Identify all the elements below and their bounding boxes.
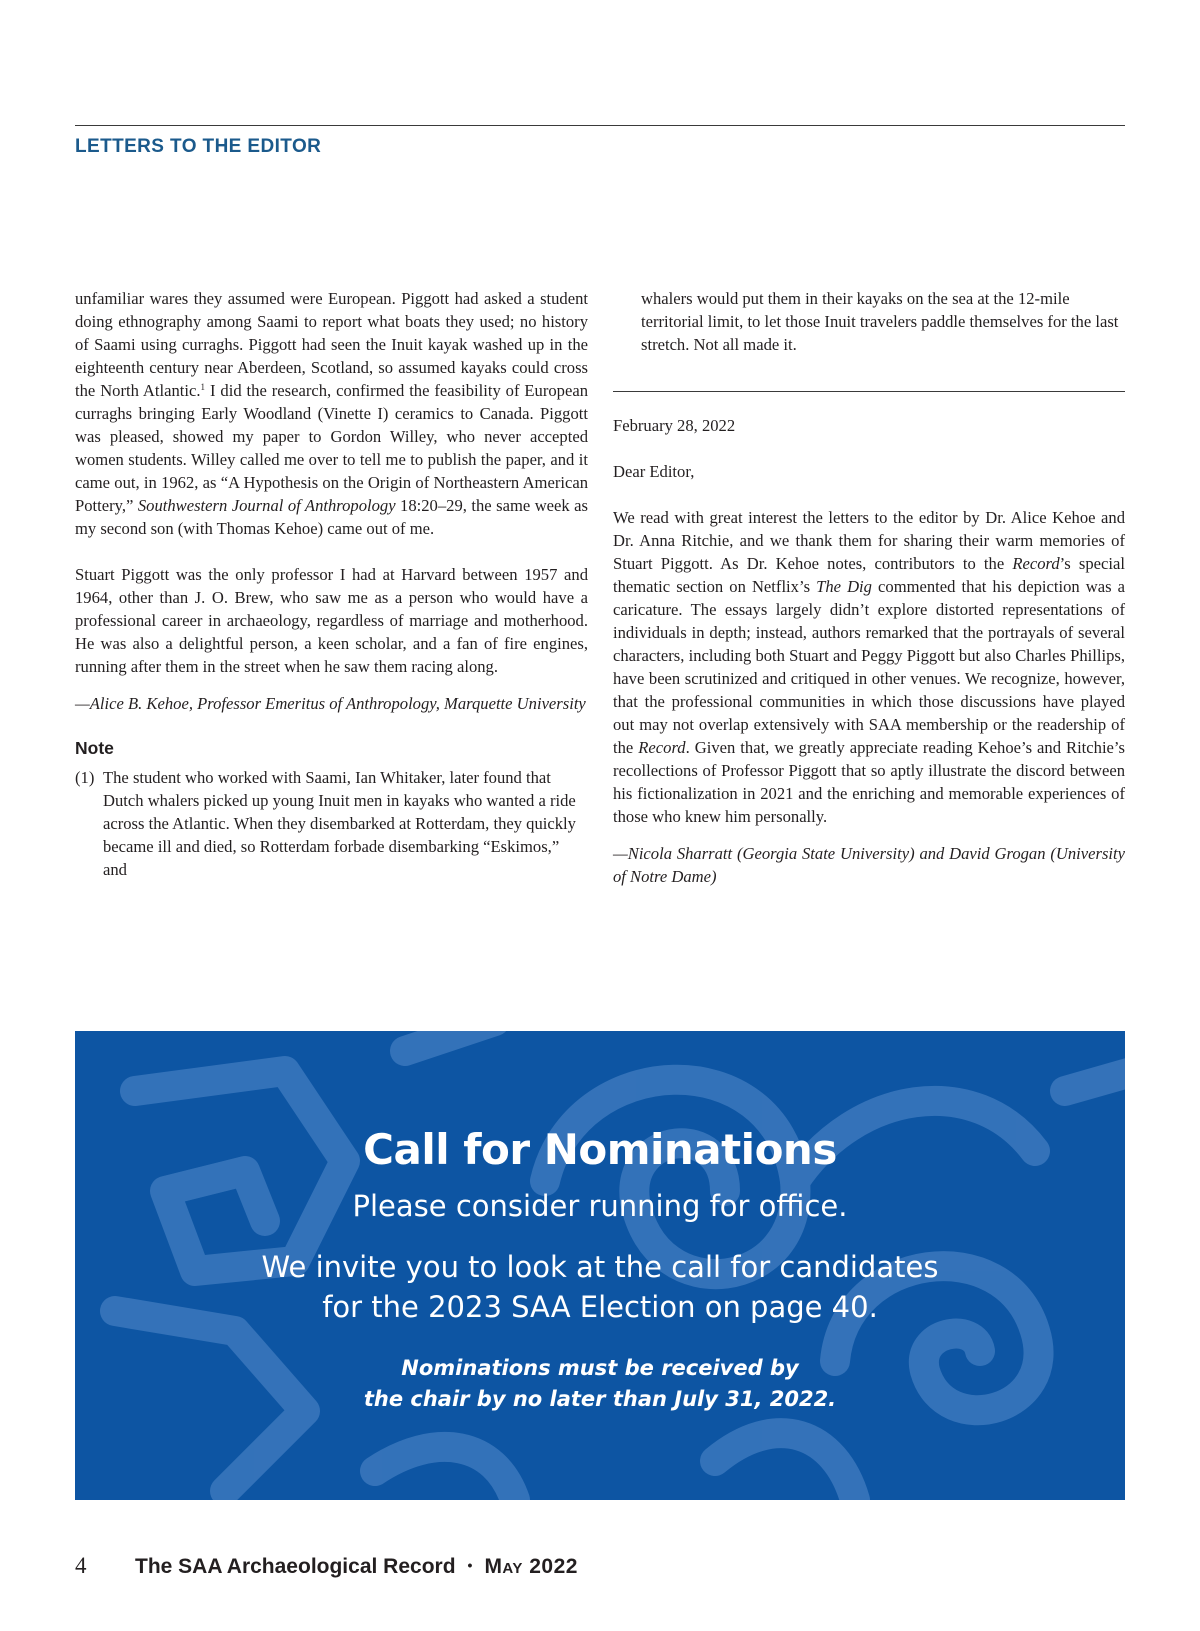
footnote-item	[75, 766, 588, 881]
footnote-number: (1)	[75, 768, 95, 787]
note-heading: Note	[75, 738, 114, 758]
header-rule	[75, 125, 1125, 126]
sharratt-letter-body: We read with great interest the letters to the editor by Dr. Alice Kehoe and Dr. Anna Ritchie, and we thank them for sharing their warm memories of Stuart Piggott. As Dr. Kehoe notes, contributors to the Record’s special thematic section on Netflix’s The Dig commented that his depiction was a caricature. The essays largely didn’t explore distorted representations of individuals in depth; instead, authors remarked that the portrayals of several characters, including both Stuart and Peggy Piggott but also Charles Phillips, have been scrutinized and critiqued in other venues. We recognize, however, that the professional communities in which those discussions have played out may not overlap extensively with SAA membership or the readership of the Record. Given that, we greatly appreciate reading Kehoe’s and Ritchie’s recollections of Professor Piggott that so aptly illustrate the discord between his fictionalization in 2021 and the enriching and memorable experiences of those who knew him personally.	[613, 508, 1126, 826]
left-column	[75, 287, 588, 881]
banner-subtitle: Please consider running for office.	[352, 1189, 848, 1223]
page-footer	[75, 1553, 578, 1579]
election-page-reference: for the 2023 SAA Election on page 40.	[322, 1290, 878, 1324]
right-column	[613, 287, 1125, 888]
letter-salutation: Dear Editor,	[613, 462, 695, 481]
kehoe-signature: —Alice B. Kehoe, Professor Emeritus of Anthropology, Marquette University	[75, 694, 586, 713]
page-number: 4	[75, 1553, 87, 1578]
bullet-separator: •	[467, 1557, 473, 1573]
publication-name: The SAA Archaeological Record	[135, 1555, 456, 1578]
call-for-nominations-banner	[75, 1031, 1125, 1500]
kehoe-letter-paragraph-1: unfamiliar wares they assumed were European. Piggott had asked a student doing ethnography among Saami to report what boats they used; no history of Saami using curraghs. Piggott had seen the Inuit kayak washed up in the eighteenth century near Aberdeen, Scotland, so assumed kayaks could cross the North Atlantic.$^1$ I did the research, confirmed the feasibility of European curraghs bringing Early Woodland (Vinette I) ceramics to Canada. Piggott was pleased, showed my paper to Gordon Willey, who never accepted women students. Willey called me over to tell me to publish the paper, and it came out, in 1962, as “A Hypothesis on the Origin of Northeastern American Pottery,” Southwestern Journal of Anthropology 18:20–29, the same week as my second son (with Thomas Kehoe) came out of me.	[75, 289, 589, 538]
sharratt-grogan-signature: —Nicola Sharratt (Georgia State University) and David Grogan (University of Notre Dame)	[613, 844, 1125, 886]
issue-date: May 2022	[484, 1555, 578, 1578]
footnote-continuation: whalers would put them in their kayaks on the sea at the 12-mile territorial limit, to let those Inuit travelers paddle themselves for the last stretch. Not all made it.	[641, 289, 1119, 354]
journal-title: Southwestern Journal of Anthropology	[137, 496, 396, 515]
footnote-marker[interactable]: 1	[200, 382, 206, 392]
banner-invitation: We invite you to look at the call for candidates for the 2023 SAA Election on page 40.	[75, 1247, 1125, 1327]
banner-deadline: Nominations must be received by the chair by no later than July 31, 2022.	[363, 1356, 837, 1411]
footnote-text: The student who worked with Saami, Ian Whitaker, later found that Dutch whalers picked up young Inuit men in kayaks who wanted a ride across the Atlantic. When they disembarked at Rotterdam, they quickly became ill and died, so Rotterdam forbade disembarking “Eskimos,” and	[103, 768, 576, 879]
letter-divider	[613, 391, 1125, 392]
letter-date: February 28, 2022	[613, 416, 736, 435]
section-title: LETTERS TO THE EDITOR	[75, 136, 322, 157]
kehoe-letter-paragraph-2: Stuart Piggott was the only professor I had at Harvard between 1957 and 1964, other than J. O. Brew, who saw me as a person who would have a professional career in archaeology, regardless of marriage and motherhood. He was also a delightful person, a keen scholar, and a fan of fire engines, running after them in the street when he saw them racing along.	[75, 565, 588, 676]
banner-title: Call for Nominations	[363, 1125, 837, 1174]
